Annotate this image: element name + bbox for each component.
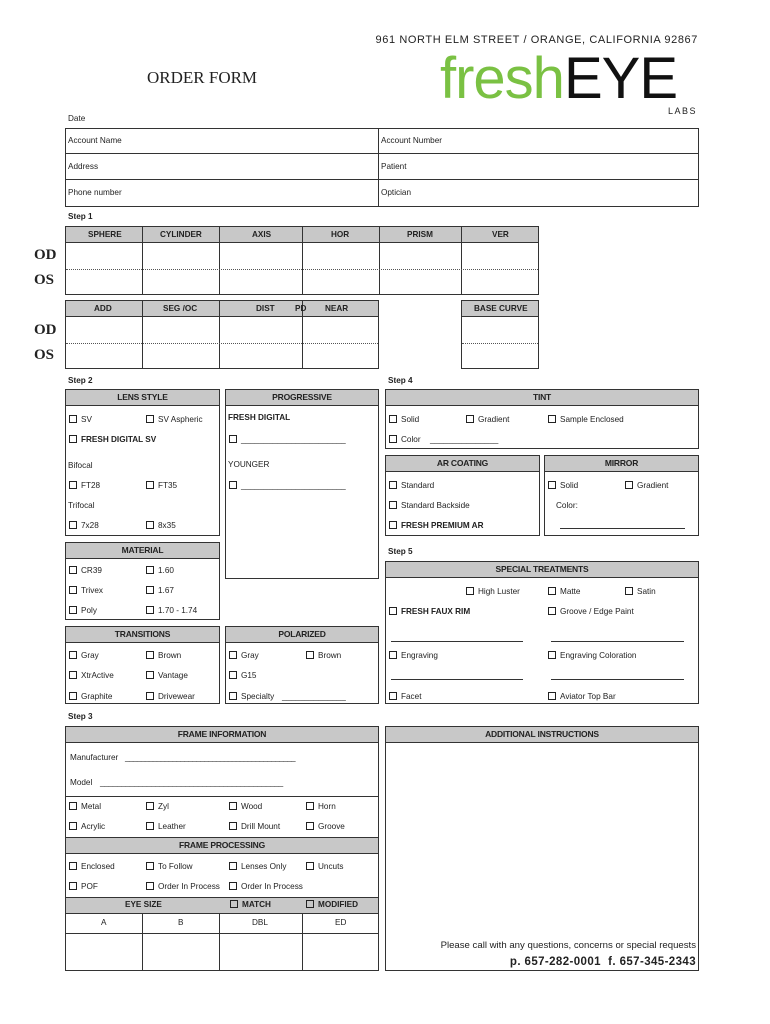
match-checkbox[interactable]: MATCH [230,900,271,909]
horn-checkbox[interactable]: Horn [306,802,336,811]
step2-label: Step 2 [68,376,93,385]
trifocal-label: Trifocal [68,501,95,510]
col-ver: VER [492,230,509,239]
enclosed-checkbox[interactable]: Enclosed [69,862,115,871]
uncuts-checkbox[interactable]: Uncuts [306,862,343,871]
additional-instructions-header: ADDITIONAL INSTRUCTIONS [385,726,699,743]
7x28-checkbox[interactable]: 7x28 [69,521,99,530]
fax-number: f. 657-345-2343 [608,956,696,968]
sv-aspheric-checkbox[interactable]: SV Aspheric [146,415,203,424]
sv-checkbox[interactable]: SV [69,415,92,424]
ft35-checkbox[interactable]: FT35 [146,481,177,490]
tint-gradient-checkbox[interactable]: Gradient [466,415,509,424]
logo-labs: LABS [668,106,698,116]
col-sphere: SPHERE [88,230,122,239]
groove-checkbox[interactable]: Groove [306,822,345,831]
eye-size-ed: ED [335,918,347,927]
high-luster-checkbox[interactable]: High Luster [466,587,520,596]
manufacturer-label: Manufacturer [70,753,119,762]
160-checkbox[interactable]: 1.60 [146,566,174,575]
col-pd: PD [295,304,307,313]
od-label-2: OD [34,322,57,338]
patient-field[interactable]: Patient [381,162,407,171]
fresh-faux-rim-checkbox[interactable]: FRESH FAUX RIM [389,607,470,616]
mirror-color-line[interactable] [560,528,685,529]
eye-size-a: A [101,918,107,927]
tint-color-blank[interactable]: _______________ [430,435,499,444]
mirror-solid-checkbox[interactable]: Solid [548,481,578,490]
date-label: Date [68,114,86,123]
facet-checkbox[interactable]: Facet [389,692,421,701]
od-label-1: OD [34,247,57,263]
col-dist: DIST [256,304,275,313]
special-treatments-header: SPECIAL TREATMENTS [385,561,699,578]
address-field[interactable]: Address [68,162,99,171]
special-treatments-box [385,561,699,704]
ft28-checkbox[interactable]: FT28 [69,481,100,490]
logo-eye: EYE [563,46,678,111]
polarized-header: POLARIZED [225,626,379,643]
engraving-checkbox[interactable]: Engraving [389,651,438,660]
tint-solid-checkbox[interactable]: Solid [389,415,419,424]
tint-header: TINT [385,389,699,406]
transitions-gray-checkbox[interactable]: Gray [69,651,99,660]
polarized-brown-checkbox[interactable]: Brown [306,651,341,660]
aviator-checkbox[interactable]: Aviator Top Bar [548,692,616,701]
col-prism: PRISM [407,230,433,239]
transitions-brown-checkbox[interactable]: Brown [146,651,181,660]
pof-checkbox[interactable]: POF [69,882,98,891]
8x35-checkbox[interactable]: 8x35 [146,521,176,530]
tint-color-checkbox[interactable]: Color [389,435,421,444]
ar-standard-backside-checkbox[interactable]: Standard Backside [389,501,470,510]
order-in-process-checkbox-1[interactable]: Order In Process [146,882,220,891]
company-logo [440,46,678,111]
to-follow-checkbox[interactable]: To Follow [146,862,193,871]
satin-checkbox[interactable]: Satin [625,587,656,596]
fresh-digital-sv-checkbox[interactable]: FRESH DIGITAL SV [69,435,156,444]
wood-checkbox[interactable]: Wood [229,802,262,811]
col-base-curve: BASE CURVE [474,304,528,313]
page-title: ORDER FORM [147,68,258,87]
leather-checkbox[interactable]: Leather [146,822,186,831]
matte-checkbox[interactable]: Matte [548,587,580,596]
contact-numbers [510,956,696,968]
modified-checkbox[interactable]: MODIFIED [306,900,358,909]
167-checkbox[interactable]: 1.67 [146,586,174,595]
drivewear-checkbox[interactable]: Drivewear [146,692,195,701]
phone-field[interactable]: Phone number [68,188,122,197]
col-cylinder: CYLINDER [160,230,202,239]
additional-instructions-box[interactable] [385,726,699,971]
mirror-gradient-checkbox[interactable]: Gradient [625,481,668,490]
order-in-process-checkbox-2[interactable]: Order In Process [229,882,303,891]
eye-size-label: EYE SIZE [125,900,162,909]
step3-label: Step 3 [68,712,93,721]
younger-option[interactable]: _______________________ [229,481,346,490]
acrylic-checkbox[interactable]: Acrylic [69,822,105,831]
faux-rim-line[interactable] [391,641,523,642]
eye-size-dbl: DBL [252,918,268,927]
company-address: 961 NORTH ELM STREET / ORANGE, CALIFORNIA 92867 [375,34,698,46]
ar-coating-header: AR COATING [385,455,540,472]
model-blank[interactable]: ___________________________________________ [100,778,283,787]
optician-field[interactable]: Optician [381,188,412,197]
engraving-line[interactable] [391,679,523,680]
mirror-header: MIRROR [544,455,699,472]
polarized-gray-checkbox[interactable]: Gray [229,651,259,660]
os-label-1: OS [34,272,55,288]
account-name-field[interactable]: Account Name [68,136,122,145]
sample-enclosed-checkbox[interactable]: Sample Enclosed [548,415,624,424]
specialty-blank[interactable]: ______________ [282,692,346,701]
model-label: Model [70,778,93,787]
ar-standard-checkbox[interactable]: Standard [389,481,434,490]
logo-fresh: fresh [440,46,564,111]
mirror-color-label: Color: [556,501,578,510]
col-seg-oc: SEG /OC [163,304,198,313]
cr39-checkbox[interactable]: CR39 [69,566,102,575]
metal-checkbox[interactable]: Metal [69,802,101,811]
call-text: Please call with any questions, concerns or special requests [440,940,696,951]
phone-number: p. 657-282-0001 [509,956,601,968]
trivex-checkbox[interactable]: Trivex [69,586,103,595]
groove-edge-line[interactable] [551,641,684,642]
specialty-checkbox[interactable]: Specialty [229,692,274,701]
eye-size-b: B [178,918,184,927]
fresh-premium-ar-checkbox[interactable]: FRESH PREMIUM AR [389,521,483,530]
lens-style-header: LENS STYLE [65,389,220,406]
drill-mount-checkbox[interactable]: Drill Mount [229,822,280,831]
col-near: NEAR [325,304,349,313]
progressive-header: PROGRESSIVE [225,389,379,406]
lenses-only-checkbox[interactable]: Lenses Only [229,862,287,871]
g15-checkbox[interactable]: G15 [229,671,256,680]
vantage-checkbox[interactable]: Vantage [146,671,188,680]
step4-label: Step 4 [388,376,413,385]
os-label-2: OS [34,347,55,363]
fresh-digital-option[interactable]: _______________________ [229,435,346,444]
manufacturer-blank[interactable]: ___________________________________________ [125,753,296,762]
frame-info-header: FRAME INFORMATION [65,726,379,743]
poly-checkbox[interactable]: Poly [69,606,97,615]
col-axis: AXIS [252,230,272,239]
170-checkbox[interactable]: 1.70 - 1.74 [146,606,197,615]
step1-label: Step 1 [68,212,93,221]
engraving-coloration-line[interactable] [551,679,684,680]
col-hor: HOR [331,230,350,239]
material-header: MATERIAL [65,542,220,559]
zyl-checkbox[interactable]: Zyl [146,802,169,811]
frame-processing-header: FRAME PROCESSING [65,837,379,854]
engraving-coloration-checkbox[interactable]: Engraving Coloration [548,651,636,660]
step5-label: Step 5 [388,547,413,556]
xtractive-checkbox[interactable]: XtrActive [69,671,114,680]
graphite-checkbox[interactable]: Graphite [69,692,112,701]
bifocal-label: Bifocal [68,461,93,470]
fresh-digital-label: FRESH DIGITAL [228,413,291,422]
account-number-field[interactable]: Account Number [381,136,442,145]
transitions-header: TRANSITIONS [65,626,220,643]
younger-label: YOUNGER [228,460,270,469]
groove-edge-checkbox[interactable]: Groove / Edge Paint [548,607,634,616]
col-add: ADD [94,304,112,313]
